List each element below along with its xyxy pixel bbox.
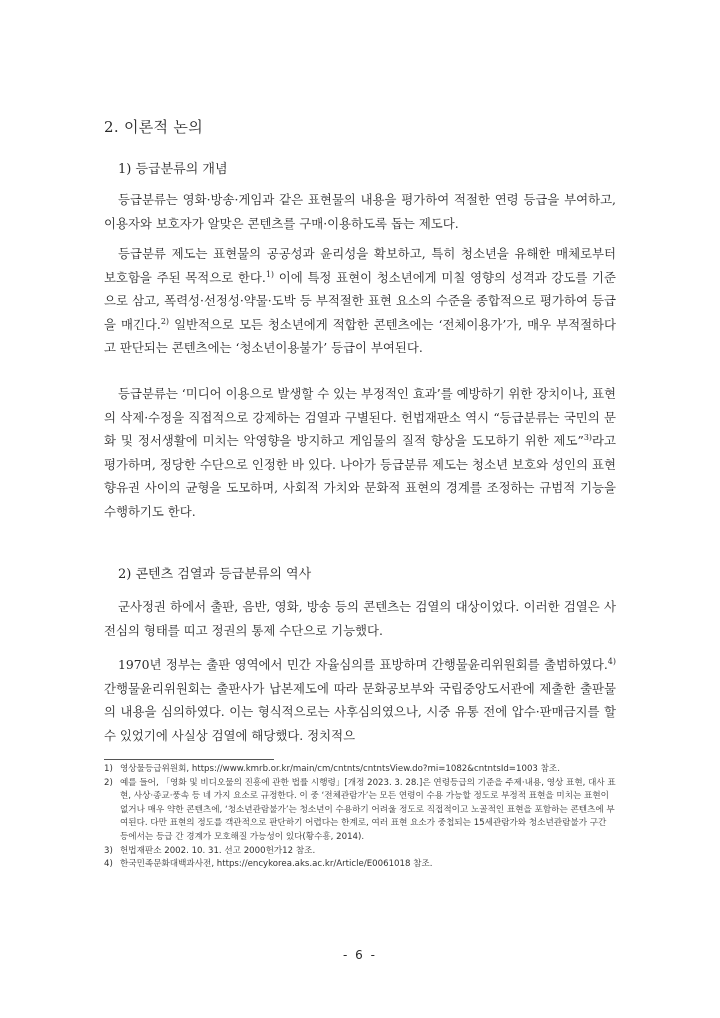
footnote-item xyxy=(104,845,616,859)
footnote-item xyxy=(104,763,616,777)
paragraph-military-censorship xyxy=(104,595,616,642)
page-number: - 6 - xyxy=(343,948,377,962)
footnote-number: 2) xyxy=(104,777,113,788)
footnote-number: 1) xyxy=(104,764,113,774)
footnote-text: 영상물등급위원회, https://www.kmrb.or.kr/main/cm/cntnts/cntntsView.do?mi=1082&cntntsId=1003 참조. xyxy=(120,764,560,774)
footnote-ref-1[interactable]: 1) xyxy=(265,269,275,279)
footnote-text: 예를 들어, 「영화 및 비디오물의 진흥에 관한 법률 시행령」[개정 2023. 3. 28.]은 연령등급의 기준을 주제·내용, 영상 표현, 대사 표현, 사상·종교·풍속 등 네 가지 요소로 규정한다. 이 중 ‘전체관람가’는 모든 연령이 수용 가능할 정도로 부정적 표현을 미치는 표현이 없거나 매우 약한 콘텐츠에, ‘청소년관람불가’는 청소년이 수용하기 어려울 정도로 직접적이고 노골적인 표현을 포함하는 콘텐츠에 부여된다. 다만 표현의 정도를 객관적으로 판단하기 어렵다는 한계로, 여러 표현 요소가 중첩되는 15세관람가와 청소년관람불가 구간 등에서는 등급 간 경계가 모호해질 가능성이 있다(황수흥, 2014). xyxy=(120,777,616,842)
footnote-list xyxy=(104,763,616,872)
paragraph-grading-definition xyxy=(104,188,616,235)
footnote-divider xyxy=(104,759,274,760)
paragraph-text: 1970년 정부는 출판 영역에서 민간 자율심의를 표방하며 간행물윤리위원회를 출범하였다. xyxy=(118,657,608,672)
footnote-ref-2[interactable]: 2) xyxy=(160,316,170,326)
subsection-title-grading-concept: 1) 등급분류의 개념 xyxy=(118,162,228,177)
paragraph-text: 간행물윤리위원회는 출판사가 납본제도에 따라 문화공보부와 국립중앙도서관에 제출한 출판물의 내용을 심의하였다. 이는 형식적으로는 사후심의였으나, 시중 유통 전에 압수·판매금지를 할 수 있었기에 사실상 검열에 해당했다. 정치적으 xyxy=(104,680,616,743)
paragraph-text: 군사정권 하에서 출판, 음반, 영화, 방송 등의 콘텐츠는 검열의 대상이었다. 이러한 검열은 사전심의 형태를 띠고 정권의 통제 수단으로 기능했다. xyxy=(104,599,616,638)
subsection-title-censorship-history: 2) 콘텐츠 검열과 등급분류의 역사 xyxy=(118,567,312,582)
paragraph-grading-purpose xyxy=(104,242,616,360)
footnote-item xyxy=(104,777,616,845)
footnote-ref-4[interactable]: 4) xyxy=(607,656,616,666)
footnote-item xyxy=(104,858,616,872)
paragraph-text: 등급분류 제도는 표현물의 공공성과 윤리성을 확보하고, 특히 청소년을 유해한 매체로부터 보호함을 주된 목적으로 한다. xyxy=(104,246,616,285)
footnote-number: 4) xyxy=(104,859,113,870)
footnote-ref-3[interactable]: 3) xyxy=(583,433,593,443)
paragraph-text: 등급분류는 영화·방송·게임과 같은 표현물의 내용을 평가하여 적절한 연령 등급을 부여하고, 이용자와 보호자가 알맞은 콘텐츠를 구매·이용하도록 돕는 제도다. xyxy=(104,192,616,231)
paragraph-grading-vs-censorship xyxy=(104,382,616,524)
footnote-text: 헌법재판소 2002. 10. 31. 선고 2000헌가12 참조. xyxy=(120,845,316,856)
paragraph-text: 일반적으로 모든 청소년에게 적합한 콘텐츠에는 ‘전체이용가’가, 매우 부적절하다고 판단되는 콘텐츠에는 ‘청소년이용불가’ 등급이 부여된다. xyxy=(104,316,616,356)
paragraph-text: 라고 평가하며, 정당한 수단으로 인정한 바 있다. 나아가 등급분류 제도는 청소년 보호와 성인의 표현 향유권 사이의 균형을 도모하며, 사회적 가치와 문화적 표현의 경계를 조정하는 규범적 기능을 수행하기도 한다. xyxy=(104,433,616,519)
paragraph-text: 등급분류는 ‘미디어 이용으로 발생할 수 있는 부정적인 효과’를 예방하기 위한 장치이나, 표현의 삭제·수정을 직접적으로 강제하는 검열과 구별된다. 헌법재판소 역시 “등급분류는 국민의 문화 및 정서생활에 미치는 악영향을 방지하고 게임물의 질적 향상을 도모하기 위한 제도” xyxy=(104,386,617,449)
footnote-number: 3) xyxy=(104,845,113,856)
paragraph-text: 이에 특정 표현이 청소년에게 미칠 영향의 성격과 강도를 기준으로 삼고, 폭력성·선정성·약물·도박 등 부적절한 표현 요소의 수준을 종합적으로 평가하여 등급을 매긴다. xyxy=(104,269,616,332)
paragraph-1970-publishing xyxy=(104,653,616,747)
section-title: 2. 이론적 논의 xyxy=(104,118,203,136)
footnote-text: 한국민족문화대백과사전, https://encykorea.aks.ac.kr/Article/E0061018 참조. xyxy=(120,859,433,870)
